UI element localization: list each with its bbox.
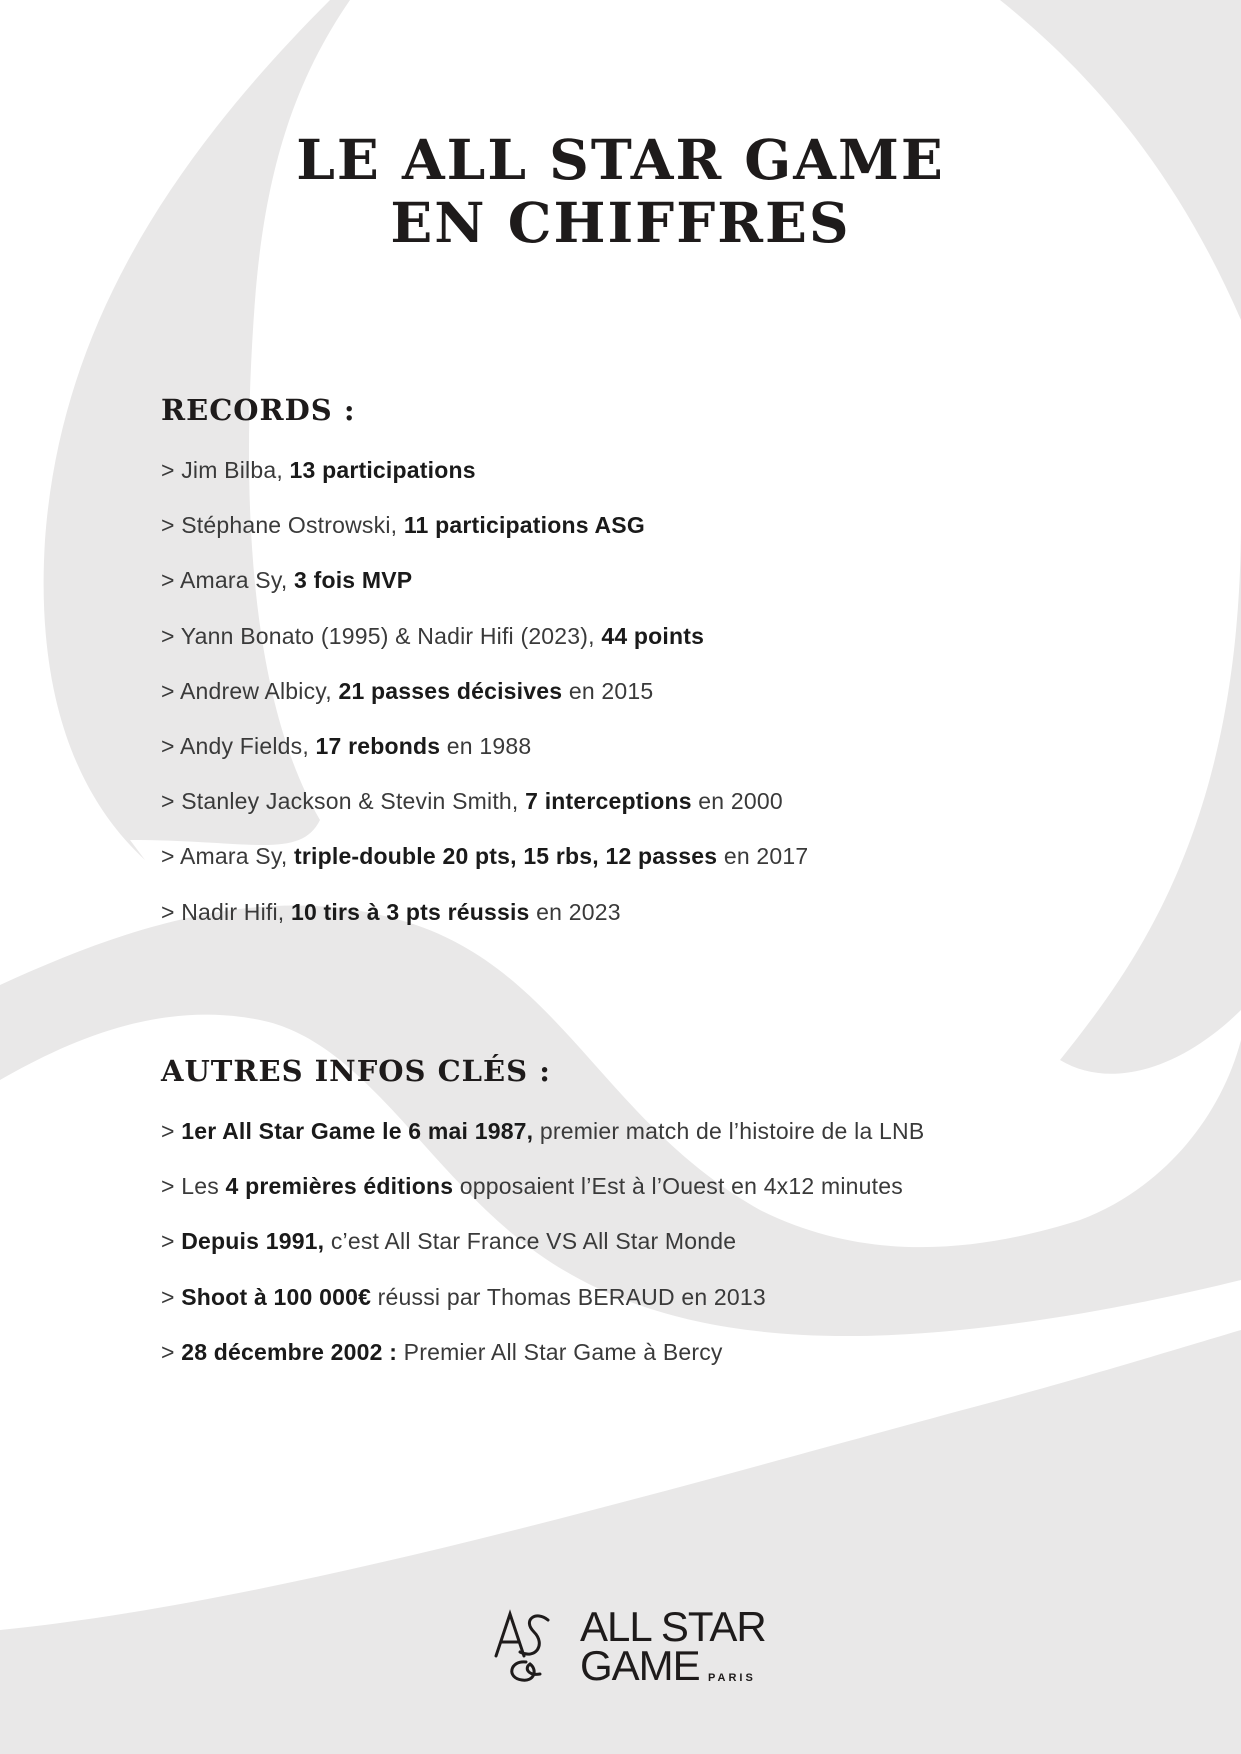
list-item-highlight: 1er All Star Game le 6 mai 1987, xyxy=(181,1118,534,1144)
list-item-suffix: réussi par Thomas BERAUD en 2013 xyxy=(371,1283,766,1310)
list-item-suffix: en 2015 xyxy=(562,677,654,704)
list-item xyxy=(161,1171,924,1226)
list-item xyxy=(161,1226,924,1281)
list-item-highlight: 10 tirs à 3 pts réussis xyxy=(290,898,530,925)
list-item xyxy=(161,1337,924,1392)
list-item xyxy=(161,676,808,731)
list-item-suffix: en 1988 xyxy=(440,732,532,759)
list-item xyxy=(161,786,808,841)
list-item-suffix: premier match de l’histoire de la LNB xyxy=(533,1118,925,1144)
all-star-game-logo xyxy=(490,1603,780,1689)
list-item xyxy=(161,1282,924,1337)
logo-word-all-star: ALL STAR xyxy=(580,1603,766,1650)
list-item-highlight: 11 participations ASG xyxy=(403,512,645,539)
list-item xyxy=(161,1116,924,1171)
list-item-highlight: 44 points xyxy=(601,622,705,649)
list-item-text: > Stanley Jackson & Stevin Smith, xyxy=(161,788,526,815)
infos-list xyxy=(161,1116,924,1392)
list-item-highlight: 17 rebonds xyxy=(315,732,441,759)
list-item-highlight: Shoot à 100 000€ xyxy=(181,1283,372,1310)
list-item-text: > Nadir Hifi, xyxy=(161,898,291,925)
asg-monogram-icon xyxy=(490,1606,560,1686)
list-item-text: > Andrew Albicy, xyxy=(161,677,339,704)
list-item-text: > Yann Bonato (1995) & Nadir Hifi (2023), xyxy=(161,622,602,649)
list-item-text: > Amara Sy, xyxy=(161,843,294,870)
list-item-text: > Jim Bilba, xyxy=(161,457,290,483)
list-item-highlight: 28 décembre 2002 : xyxy=(181,1338,398,1365)
list-item-highlight: Depuis 1991, xyxy=(181,1228,325,1255)
list-item-text: > Les xyxy=(161,1173,226,1200)
list-item xyxy=(161,510,808,565)
list-item-text: > Andy Fields, xyxy=(161,732,316,759)
list-item-highlight: 3 fois MVP xyxy=(294,567,413,594)
logo-word-paris: PARIS xyxy=(708,1672,756,1684)
list-item xyxy=(161,621,808,676)
list-item-text: > xyxy=(161,1228,182,1255)
list-item-highlight: 21 passes décisives xyxy=(338,677,563,704)
list-item-text: > Amara Sy, xyxy=(161,567,294,594)
list-item-suffix: Premier All Star Game à Bercy xyxy=(397,1338,723,1365)
list-item xyxy=(161,897,808,952)
list-item-suffix: opposaient l’Est à l’Ouest en 4x12 minutes xyxy=(453,1173,903,1200)
list-item-suffix: en 2000 xyxy=(691,788,783,815)
list-item-highlight: triple-double 20 pts, 15 rbs, 12 passes xyxy=(294,843,718,870)
list-item-text: > Stéphane Ostrowski, xyxy=(161,512,404,539)
page-title xyxy=(0,128,1241,254)
list-item-text: > xyxy=(161,1118,182,1144)
list-item-highlight: 13 participations xyxy=(289,457,476,483)
list-item-text: > xyxy=(161,1338,182,1365)
list-item xyxy=(161,841,808,896)
list-item xyxy=(161,731,808,786)
list-item-suffix: en 2017 xyxy=(717,843,809,870)
list-item-text: > xyxy=(161,1283,182,1310)
list-item-suffix: c’est All Star France VS All Star Monde xyxy=(324,1228,737,1255)
list-item-suffix: en 2023 xyxy=(529,898,621,925)
list-item xyxy=(161,565,808,620)
list-item-highlight: 4 premières éditions xyxy=(225,1173,454,1200)
records-list xyxy=(161,455,808,952)
infos-heading: AUTRES INFOS CLÉS : xyxy=(161,1054,551,1088)
records-heading: RECORDS : xyxy=(161,393,356,427)
page-title-line1: LE ALL STAR GAME xyxy=(296,127,945,192)
list-item xyxy=(161,455,808,510)
page-title-line2: EN CHIFFRES xyxy=(390,190,851,255)
list-item-highlight: 7 interceptions xyxy=(525,788,692,815)
logo-word-game: GAME xyxy=(580,1642,700,1689)
